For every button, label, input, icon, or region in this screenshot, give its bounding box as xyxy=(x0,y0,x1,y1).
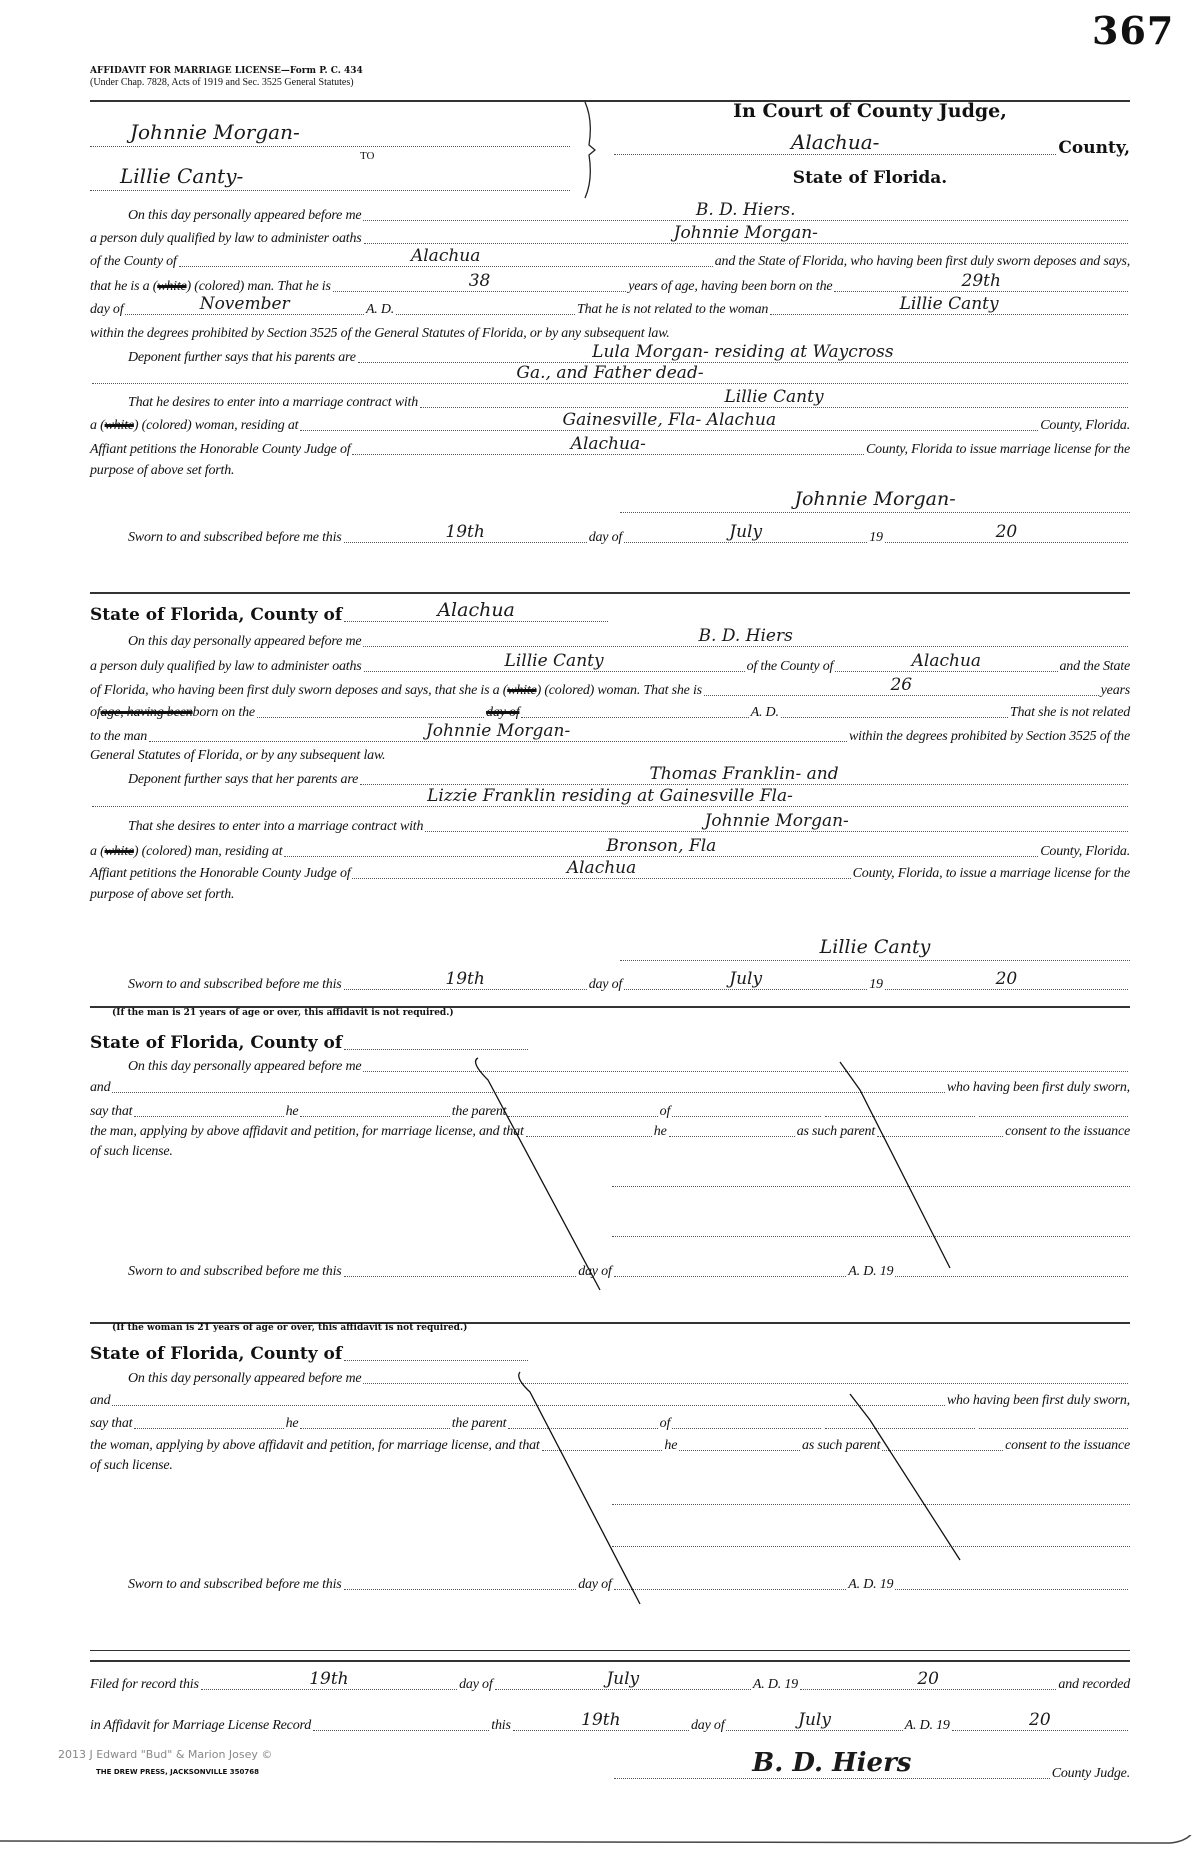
handwritten-entry xyxy=(396,293,575,315)
handwritten-text: 19th xyxy=(445,969,485,989)
printer-imprint: THE DREW PRESS, JACKSONVILLE 350768 xyxy=(96,1768,259,1776)
printed-text: 19 xyxy=(869,977,883,992)
handwritten-entry xyxy=(363,199,1128,221)
groom-line xyxy=(90,365,1130,387)
bride-line xyxy=(90,860,1130,882)
printed-text: to the man xyxy=(90,729,148,744)
groom-signature-line xyxy=(620,488,1130,513)
printed-text: On this day personally appeared before me xyxy=(128,1059,362,1074)
handwritten-entry xyxy=(112,1384,944,1406)
handwritten-entry xyxy=(669,1115,795,1137)
handwritten-entry xyxy=(726,1709,902,1731)
printed-text: of xyxy=(659,1416,671,1431)
groom-line xyxy=(90,457,1130,479)
handwritten-entry xyxy=(885,968,1128,990)
handwritten-entry xyxy=(364,650,745,672)
printed-text: he xyxy=(285,1104,299,1119)
woman-sworn-line xyxy=(90,1571,1130,1593)
groom-line xyxy=(90,273,1130,295)
county-label: County, xyxy=(1058,138,1130,158)
handwritten-entry xyxy=(344,1255,577,1277)
printed-text: of xyxy=(659,1104,671,1119)
handwritten-entry xyxy=(979,1095,1128,1117)
printed-text: That she is not related xyxy=(1009,705,1131,720)
court-county-value: Alachua- xyxy=(790,130,880,154)
caption-brace xyxy=(575,100,605,200)
handwritten-entry xyxy=(358,341,1128,363)
struck-text: day of xyxy=(486,705,520,720)
court-county-row xyxy=(612,130,1130,158)
handwritten-text: Lizzie Franklin residing at Gainesville Fla- xyxy=(427,786,793,806)
handwritten-entry xyxy=(344,1568,577,1590)
handwritten-text: July xyxy=(606,1669,640,1689)
handwritten-entry xyxy=(885,521,1128,543)
struck-text: white xyxy=(157,279,187,294)
bride-section-title xyxy=(90,600,610,625)
handwritten-entry xyxy=(800,1668,1056,1690)
woman-consent-line xyxy=(90,1452,1130,1474)
struck-text: white xyxy=(104,844,134,859)
handwritten-entry xyxy=(344,521,587,543)
handwritten-entry xyxy=(300,409,1038,431)
printed-text: A. D. 19 xyxy=(848,1577,894,1592)
groom-name: Johnnie Morgan- xyxy=(130,120,300,144)
handwritten-entry xyxy=(420,386,1128,408)
handwritten-text: Johnnie Morgan- xyxy=(425,721,571,741)
page-bottom-edge xyxy=(0,1835,1200,1847)
printed-text: Affiant petitions the Honorable County Judge of xyxy=(90,866,351,881)
handwritten-text: Alachua xyxy=(566,858,637,878)
printed-text: say that xyxy=(90,1416,133,1431)
groom-line xyxy=(90,436,1130,458)
printed-text: ) (colored) woman, residing at xyxy=(133,418,299,433)
handwritten-entry xyxy=(201,1668,457,1690)
bride-line xyxy=(90,788,1130,810)
printed-text: That he is not related to the woman xyxy=(577,302,769,317)
woman-consent-line xyxy=(90,1432,1130,1454)
handwritten-entry xyxy=(364,222,1128,244)
printed-text: who having been first duly sworn, xyxy=(946,1080,1130,1095)
man-consent-county-fill xyxy=(344,1028,528,1050)
struck-text: white xyxy=(104,418,134,433)
signature-line xyxy=(612,1546,1130,1547)
printed-text: of such license. xyxy=(90,1144,173,1159)
handwritten-entry xyxy=(352,857,850,879)
handwritten-entry xyxy=(300,1407,449,1429)
printed-text: within the degrees prohibited by Section 3525 of the xyxy=(849,729,1130,744)
handwritten-entry xyxy=(125,293,364,315)
man-consent-line xyxy=(90,1118,1130,1140)
printed-text: ) (colored) man. That he is xyxy=(186,279,331,294)
bride-line xyxy=(90,628,1130,650)
handwritten-entry xyxy=(624,968,867,990)
printed-text: day of xyxy=(578,1577,612,1592)
handwritten-entry xyxy=(363,1362,1128,1384)
printed-text: 19 xyxy=(869,530,883,545)
bride-line xyxy=(90,653,1130,675)
handwritten-text: Ga., and Father dead- xyxy=(516,363,704,383)
printed-text: A. D. 19 xyxy=(752,1677,798,1692)
to-label: TO xyxy=(360,150,375,162)
handwritten-entry xyxy=(92,785,1128,807)
handwritten-entry xyxy=(952,1709,1128,1731)
printed-text: years xyxy=(1100,683,1130,698)
printed-text: day of xyxy=(588,977,623,992)
bride-line xyxy=(90,813,1130,835)
handwritten-text: Lillie Canty xyxy=(724,387,824,407)
printed-text: he xyxy=(285,1416,299,1431)
bride-signature: Lillie Canty xyxy=(819,936,931,958)
printed-text: as such parent xyxy=(802,1438,881,1453)
handwritten-text: Bronson, Fla xyxy=(606,836,717,856)
handwritten-entry xyxy=(333,270,627,292)
judge-signature: B. D. Hiers xyxy=(752,1748,912,1778)
handwritten-text: 19th xyxy=(309,1669,349,1689)
handwritten-text: 19th xyxy=(445,522,485,542)
printed-text: A. D. xyxy=(365,302,395,317)
handwritten-text: Lula Morgan- residing at Waycross xyxy=(592,342,894,362)
printed-text: County, Florida to issue marriage license for the xyxy=(866,442,1130,457)
handwritten-entry xyxy=(521,696,748,718)
handwritten-text: 26 xyxy=(890,675,913,695)
printed-text: a ( xyxy=(90,844,105,859)
handwritten-entry xyxy=(363,625,1128,647)
court-county-fill xyxy=(614,130,1056,155)
printed-text: A. D. xyxy=(750,705,779,720)
handwritten-entry xyxy=(672,1095,821,1117)
printed-text: County, Florida. xyxy=(1040,418,1130,433)
handwritten-text: Johnnie Morgan- xyxy=(704,811,849,831)
handwritten-entry xyxy=(360,763,1128,785)
struck-text: age, having been xyxy=(100,705,193,720)
printed-text: day of xyxy=(588,530,623,545)
filing-line xyxy=(90,1671,1130,1693)
handwritten-entry xyxy=(134,1407,283,1429)
printed-text: purpose of above set forth. xyxy=(90,887,235,902)
bride-section-heading: State of Florida, County of xyxy=(90,605,343,625)
woman-consent-county-fill xyxy=(344,1339,528,1361)
printed-text: in Affidavit for Marriage License Record xyxy=(90,1718,312,1733)
handwritten-entry xyxy=(614,1255,847,1277)
handwritten-entry xyxy=(508,1095,657,1117)
handwritten-entry xyxy=(679,1429,800,1451)
printed-text: That she desires to enter into a marriage contract with xyxy=(128,819,424,834)
state-heading: State of Florida. xyxy=(792,168,948,188)
handwritten-entry xyxy=(352,433,864,455)
printed-text: consent to the issuance xyxy=(1005,1438,1131,1453)
man-consent-line xyxy=(90,1138,1130,1160)
printed-text: who having been first duly sworn, xyxy=(946,1393,1130,1408)
printed-text: day of xyxy=(90,302,124,317)
section-divider xyxy=(90,592,1130,594)
printed-text: he xyxy=(664,1438,678,1453)
handwritten-text: 20 xyxy=(917,1669,939,1689)
footer-rule xyxy=(90,1650,1130,1651)
printed-text: that he is a ( xyxy=(90,279,158,294)
handwritten-entry xyxy=(513,1709,689,1731)
handwritten-entry xyxy=(979,1407,1128,1429)
printed-text: consent to the issuance xyxy=(1005,1124,1131,1139)
handwritten-entry xyxy=(257,696,484,718)
bride-line xyxy=(90,742,1130,764)
handwritten-text: Lillie Canty xyxy=(504,651,604,671)
bride-county-value: Alachua xyxy=(437,599,515,621)
man-sworn-line xyxy=(90,1258,1130,1280)
printed-text: Filed for record this xyxy=(90,1677,199,1692)
man-consent-line xyxy=(90,1074,1130,1096)
form-title: AFFIDAVIT FOR MARRIAGE LICENSE—Form P. C. 434 xyxy=(90,66,363,76)
handwritten-entry xyxy=(834,270,1128,292)
bride-signature-line xyxy=(620,936,1130,961)
printed-text: and xyxy=(90,1080,111,1095)
handwritten-text: 38 xyxy=(468,271,491,291)
handwritten-entry xyxy=(895,1568,1128,1590)
handwritten-text: Thomas Franklin- and xyxy=(649,764,839,784)
woman-consent-title xyxy=(90,1339,530,1364)
printed-text: and xyxy=(90,1393,111,1408)
printed-text: Deponent further says that his parents are xyxy=(128,350,356,365)
bride-line xyxy=(90,164,570,191)
printed-text: day of xyxy=(691,1718,725,1733)
handwritten-text: July xyxy=(798,1710,831,1730)
printed-text: day of xyxy=(459,1677,493,1692)
handwritten-text: July xyxy=(729,969,763,989)
handwritten-text: 20 xyxy=(995,522,1018,542)
printed-text: of xyxy=(90,705,101,720)
signature-line xyxy=(612,1504,1130,1505)
groom-line xyxy=(90,389,1130,411)
page-number: 367 xyxy=(1092,8,1175,53)
handwritten-entry xyxy=(149,720,847,742)
handwritten-entry xyxy=(882,1429,1003,1451)
printed-text: day of xyxy=(578,1264,612,1279)
printed-text: a person duly qualified by law to administer oaths xyxy=(90,659,362,674)
printed-text: this xyxy=(491,1718,511,1733)
handwritten-text: November xyxy=(199,294,290,314)
bride-line xyxy=(90,881,1130,903)
handwritten-text: Lillie Canty xyxy=(899,294,999,314)
handwritten-entry xyxy=(134,1095,283,1117)
groom-sworn-line xyxy=(90,524,1130,546)
groom-line xyxy=(90,202,1130,224)
groom-line xyxy=(90,248,1130,270)
printed-text: ) (colored) woman. That she is xyxy=(536,683,702,698)
handwritten-text: Johnnie Morgan- xyxy=(673,223,818,243)
handwritten-entry xyxy=(672,1407,821,1429)
handwritten-entry xyxy=(363,1050,1128,1072)
handwritten-text: 20 xyxy=(1029,1710,1051,1730)
printed-text: A. D. 19 xyxy=(904,1718,950,1733)
printed-text: Sworn to and subscribed before me this xyxy=(128,1577,342,1592)
printed-text: A. D. 19 xyxy=(848,1264,894,1279)
woman-consent-heading: State of Florida, County of xyxy=(90,1344,343,1364)
signature-line xyxy=(612,1186,1130,1187)
filing-line xyxy=(90,1712,1130,1734)
handwritten-entry xyxy=(877,1115,1003,1137)
handwritten-entry xyxy=(179,245,713,267)
handwritten-entry xyxy=(313,1709,489,1731)
handwritten-entry xyxy=(614,1568,847,1590)
printed-text: of such license. xyxy=(90,1458,173,1473)
printed-text: born on the xyxy=(192,705,255,720)
handwritten-text: B. D. Hiers xyxy=(698,626,793,646)
handwritten-text: Gainesville, Fla- Alachua xyxy=(562,410,777,430)
printed-text: of the County of xyxy=(90,254,177,269)
printed-text: Sworn to and subscribed before me this xyxy=(128,1264,342,1279)
printed-text: purpose of above set forth. xyxy=(90,463,235,478)
printed-text: and the State xyxy=(1059,659,1130,674)
printed-text: he xyxy=(653,1124,667,1139)
handwritten-text: Alachua- xyxy=(570,434,646,454)
printed-text: years of age, having been born on the xyxy=(628,279,833,294)
handwritten-entry xyxy=(542,1429,663,1451)
groom-line xyxy=(90,296,1130,318)
copyright-notice: 2013 J Edward "Bud" & Marion Josey © xyxy=(58,1748,273,1761)
printed-text: General Statutes of Florida, or by any subsequent law. xyxy=(90,748,386,763)
handwritten-entry xyxy=(112,1071,944,1093)
printed-text: and recorded xyxy=(1058,1677,1130,1692)
judge-label: County Judge. xyxy=(1051,1766,1130,1781)
handwritten-text: B. D. Hiers. xyxy=(695,200,796,220)
printed-text: say that xyxy=(90,1104,133,1119)
handwritten-entry xyxy=(526,1115,652,1137)
handwritten-entry xyxy=(284,835,1038,857)
handwritten-entry xyxy=(781,696,1008,718)
handwritten-entry xyxy=(770,293,1128,315)
handwritten-entry xyxy=(825,1095,974,1117)
handwritten-entry xyxy=(344,968,587,990)
printed-text: the woman, applying by above affidavit and petition, for marriage license, and that xyxy=(90,1438,540,1453)
groom-line xyxy=(90,120,570,147)
printed-text: Affiant petitions the Honorable County Judge of xyxy=(90,442,351,457)
handwritten-text: Alachua xyxy=(911,651,982,671)
man-consent-title xyxy=(90,1028,530,1053)
printed-text: of Florida, who having been first duly sworn deposes and says, that she is a ( xyxy=(90,683,508,698)
printed-text: of the County of xyxy=(746,659,834,674)
printed-text: Sworn to and subscribed before me this xyxy=(128,530,342,545)
printed-text: On this day personally appeared before me xyxy=(128,1371,362,1386)
printed-text: within the degrees prohibited by Section 3525 of the General Statutes of Florida, or by any subsequent law. xyxy=(90,326,670,341)
court-heading: In Court of County Judge, xyxy=(733,100,1007,122)
printed-text: a ( xyxy=(90,418,105,433)
printed-text: and the State of Florida, who having been first duly sworn deposes and says, xyxy=(714,254,1130,269)
printed-text: the parent xyxy=(451,1104,507,1119)
woman-consent-note: (If the woman is 21 years of age or over, this affidavit is not required.) xyxy=(112,1323,468,1333)
handwritten-entry xyxy=(624,521,867,543)
man-consent-note: (If the man is 21 years of age or over, this affidavit is not required.) xyxy=(112,1008,454,1018)
bride-sworn-line xyxy=(90,971,1130,993)
bride-name: Lillie Canty- xyxy=(120,164,244,188)
printed-text: On this day personally appeared before me xyxy=(128,208,362,223)
printed-text: as such parent xyxy=(796,1124,876,1139)
bride-line xyxy=(90,699,1130,721)
man-consent-heading: State of Florida, County of xyxy=(90,1033,343,1053)
handwritten-entry xyxy=(495,1668,751,1690)
footer-rule xyxy=(90,1660,1130,1662)
woman-consent-line xyxy=(90,1387,1130,1409)
handwritten-entry xyxy=(508,1407,657,1429)
printed-text: ) (colored) man, residing at xyxy=(133,844,283,859)
handwritten-entry xyxy=(835,650,1057,672)
handwritten-entry xyxy=(300,1095,449,1117)
groom-signature: Johnnie Morgan- xyxy=(794,488,956,510)
handwritten-text: 20 xyxy=(995,969,1018,989)
groom-line xyxy=(90,225,1130,247)
groom-line xyxy=(90,412,1130,434)
groom-line xyxy=(90,320,1130,342)
handwritten-text: 29th xyxy=(961,271,1001,291)
printed-text: a person duly qualified by law to administer oaths xyxy=(90,231,362,246)
printed-text: On this day personally appeared before me xyxy=(128,634,362,649)
struck-text: white xyxy=(507,683,537,698)
handwritten-entry xyxy=(704,674,1099,696)
form-subtitle: (Under Chap. 7828, Acts of 1919 and Sec. 3525 General Statutes) xyxy=(90,77,354,88)
handwritten-entry xyxy=(92,362,1128,384)
printed-text: County, Florida, to issue a marriage license for the xyxy=(852,866,1130,881)
handwritten-entry xyxy=(895,1255,1128,1277)
handwritten-entry xyxy=(425,810,1128,832)
handwritten-text: 19th xyxy=(581,1710,621,1730)
bride-county-fill xyxy=(344,600,608,622)
handwritten-text: July xyxy=(729,522,763,542)
printed-text: Sworn to and subscribed before me this xyxy=(128,977,342,992)
printed-text: the parent xyxy=(451,1416,507,1431)
judge-signature-fill xyxy=(614,1748,1050,1779)
printed-text: That he desires to enter into a marriage contract with xyxy=(128,395,419,410)
judge-signature-row xyxy=(612,1748,1130,1782)
printed-text: the man, applying by above affidavit and petition, for marriage license, and that xyxy=(90,1124,524,1139)
handwritten-entry xyxy=(825,1407,974,1429)
printed-text: Deponent further says that her parents are xyxy=(128,772,359,787)
handwritten-text: Alachua xyxy=(410,246,481,266)
printed-text: County, Florida. xyxy=(1040,844,1130,859)
signature-line xyxy=(612,1236,1130,1237)
